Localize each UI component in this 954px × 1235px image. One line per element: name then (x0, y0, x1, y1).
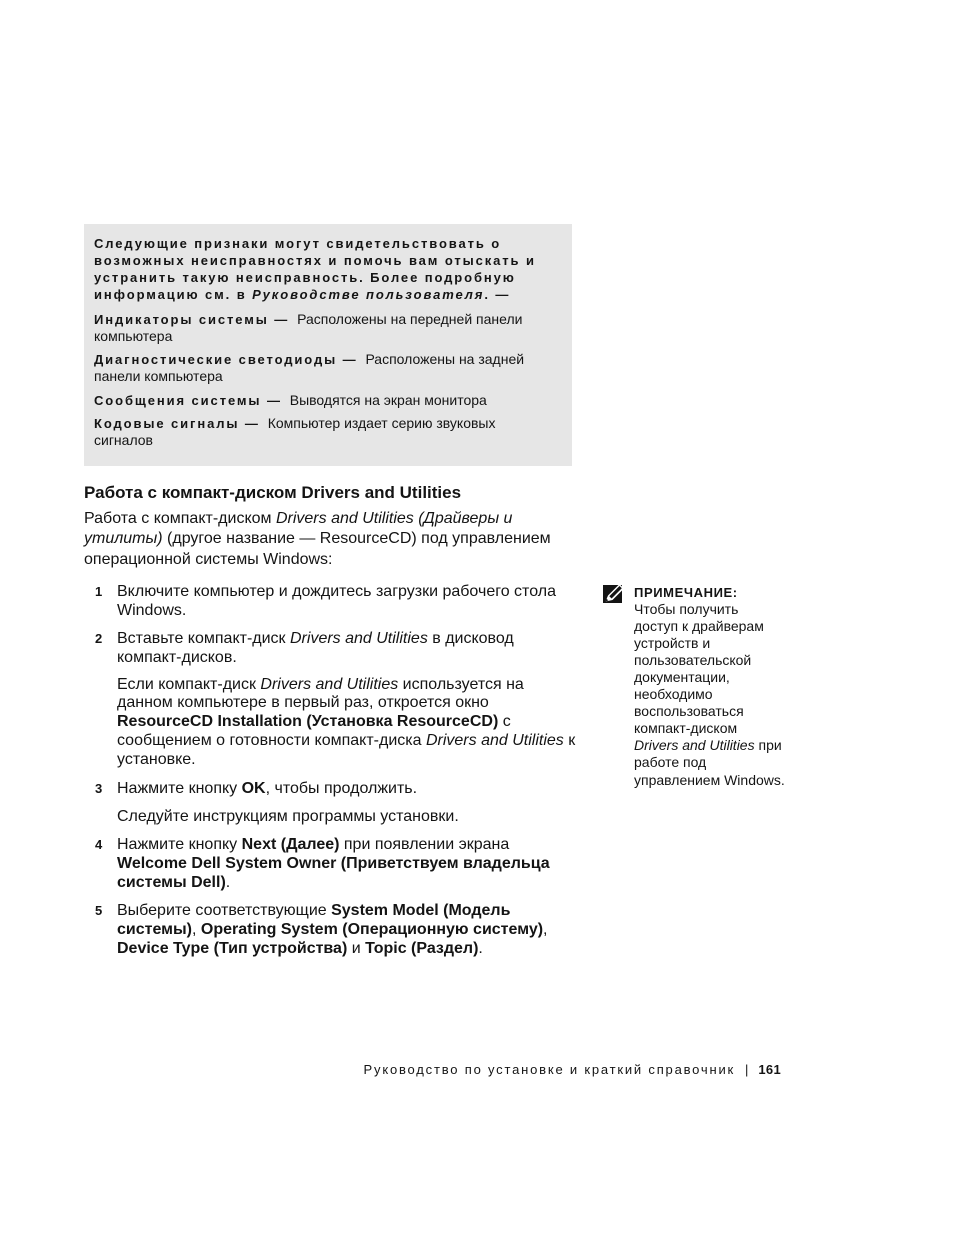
section-intro (84, 509, 551, 571)
step-number: 2 (95, 630, 103, 646)
callout-desc: Расположены на задней (365, 350, 525, 367)
cd-title: Drivers and Utilities (425, 731, 564, 749)
cd-title: Drivers and Utilities (260, 675, 399, 693)
step-text-part: при появлении экрана (339, 835, 510, 853)
callout-term: Диагностические светодиоды — (94, 351, 358, 367)
cd-title: Drivers and Utilities (634, 737, 755, 754)
step-text-part: Вставьте компакт-диск (117, 629, 290, 647)
window-title: ResourceCD Installation (Установка ResourceCD) (117, 713, 499, 731)
note-line: документации, (634, 668, 730, 685)
callout-term: Индикаторы системы — (94, 311, 290, 327)
callout-intro-line: информацию см. в (94, 287, 253, 302)
troubleshooting-callout (84, 224, 572, 466)
note-label: ПРИМЕЧАНИЕ: (634, 584, 738, 600)
intro-text: (другое название — ResourceCD) под управлением (162, 530, 551, 548)
step-text-part: , (191, 920, 201, 938)
intro-text: Работа с компакт-диском (84, 509, 276, 527)
intro-text: операционной системы Windows: (84, 550, 333, 568)
step-text (117, 629, 514, 667)
pencil-note-icon (602, 582, 625, 604)
detail-text: установке. (117, 750, 196, 768)
callout-desc: компьютера (94, 327, 173, 344)
step-text-line: Включите компьютер и дождитесь загрузки рабочего стола (117, 582, 556, 600)
topic-label: Topic (Раздел) (365, 939, 479, 957)
note-line: необходимо (634, 686, 713, 703)
step-text-part: Нажмите кнопку (117, 835, 242, 853)
callout-intro-line: Следующие признаки могут свидетельствовать о (94, 236, 502, 251)
detail-text: Следуйте инструкциям программы установки. (117, 807, 459, 825)
user-guide-reference: Руководстве пользователя (252, 287, 485, 302)
side-note (634, 584, 785, 789)
step-number: 4 (95, 836, 103, 852)
step-text (117, 582, 556, 620)
callout-desc: Расположены на передней панели (297, 310, 523, 327)
step-number: 1 (95, 583, 103, 599)
welcome-screen-title: Welcome Dell System Owner (Приветствуем владельца (117, 854, 550, 872)
step-2-detail (117, 676, 575, 770)
step-text (117, 901, 548, 958)
callout-intro-tail: . — (484, 287, 511, 302)
system-model-label: System Model (Модель (331, 901, 511, 919)
step-text-line: Windows. (117, 601, 187, 619)
callout-desc: сигналов (94, 431, 153, 448)
operating-system-label: Operating System (Операционную систему) (200, 920, 544, 938)
cd-title: Drivers and Utilities (Драйверы и (275, 509, 513, 527)
note-line: работе под (634, 754, 707, 771)
note-line: при (754, 737, 782, 754)
footer-title: Руководство по установке и краткий справочник (363, 1062, 736, 1077)
callout-intro-line: возможных неисправностях и помочь вам отыскать и (94, 253, 536, 268)
note-line: управлением Windows. (634, 771, 785, 788)
system-model-label: системы) (117, 920, 192, 938)
step-3-detail (117, 807, 459, 826)
callout-desc: панели компьютера (94, 367, 223, 384)
callout-item-diagnostic-lights (94, 351, 524, 385)
welcome-screen-title: системы Dell) (117, 873, 226, 891)
callout-item-system-messages (94, 392, 487, 409)
step-text-part: Нажмите кнопку (117, 779, 242, 797)
detail-text: данном компьютере в первый раз, откроется окно (117, 694, 489, 712)
step-text (117, 835, 550, 892)
note-line: компакт-диском (634, 720, 738, 737)
section-heading: Работа с компакт-диском Drivers and Utilities (84, 483, 462, 502)
callout-item-system-indicators (94, 311, 522, 345)
detail-text: с (498, 713, 511, 731)
detail-text: Если компакт-диск (117, 675, 261, 693)
detail-text: сообщением о готовности компакт-диска (117, 731, 426, 749)
note-line: воспользоваться (634, 703, 744, 720)
step-text-part: . (225, 873, 231, 891)
step-text-part: , (543, 920, 548, 938)
cd-title: утилиты) (84, 530, 163, 548)
footer-separator: | (745, 1062, 749, 1077)
callout-desc: Компьютер издает серию звуковых (267, 414, 496, 431)
note-line: доступ к драйверам (634, 617, 764, 634)
cd-title: Drivers and Utilities (290, 629, 428, 647)
callout-desc: Выводятся на экран монитора (289, 391, 487, 408)
callout-term: Сообщения системы — (94, 392, 282, 408)
page-number: 161 (758, 1062, 781, 1077)
page-footer (364, 1061, 781, 1079)
step-text (117, 779, 417, 798)
callout-term: Кодовые сигналы — (94, 415, 260, 431)
step-text-part: компакт-дисков. (117, 648, 237, 666)
next-label: Next (Далее) (241, 835, 340, 853)
detail-text: используется на (398, 675, 524, 693)
detail-text: к (563, 731, 576, 749)
callout-intro (94, 235, 536, 303)
note-line: Чтобы получить (634, 600, 739, 617)
step-text-part: и (347, 939, 366, 957)
step-text-part: . (478, 939, 483, 957)
callout-item-beep-codes (94, 415, 495, 449)
step-number: 5 (95, 902, 103, 918)
step-text-part: , чтобы продолжить. (265, 779, 418, 797)
step-text-part: в дисковод (427, 629, 514, 647)
callout-intro-line: устранить такую неисправность. Более подробную (94, 270, 516, 285)
note-line: устройств и (634, 634, 711, 651)
ok-label: OK (241, 779, 266, 797)
device-type-label: Device Type (Тип устройства) (117, 939, 348, 957)
step-text-part: Выберите соответствующие (117, 901, 332, 919)
step-number: 3 (95, 780, 103, 796)
note-line: пользовательской (634, 651, 752, 668)
